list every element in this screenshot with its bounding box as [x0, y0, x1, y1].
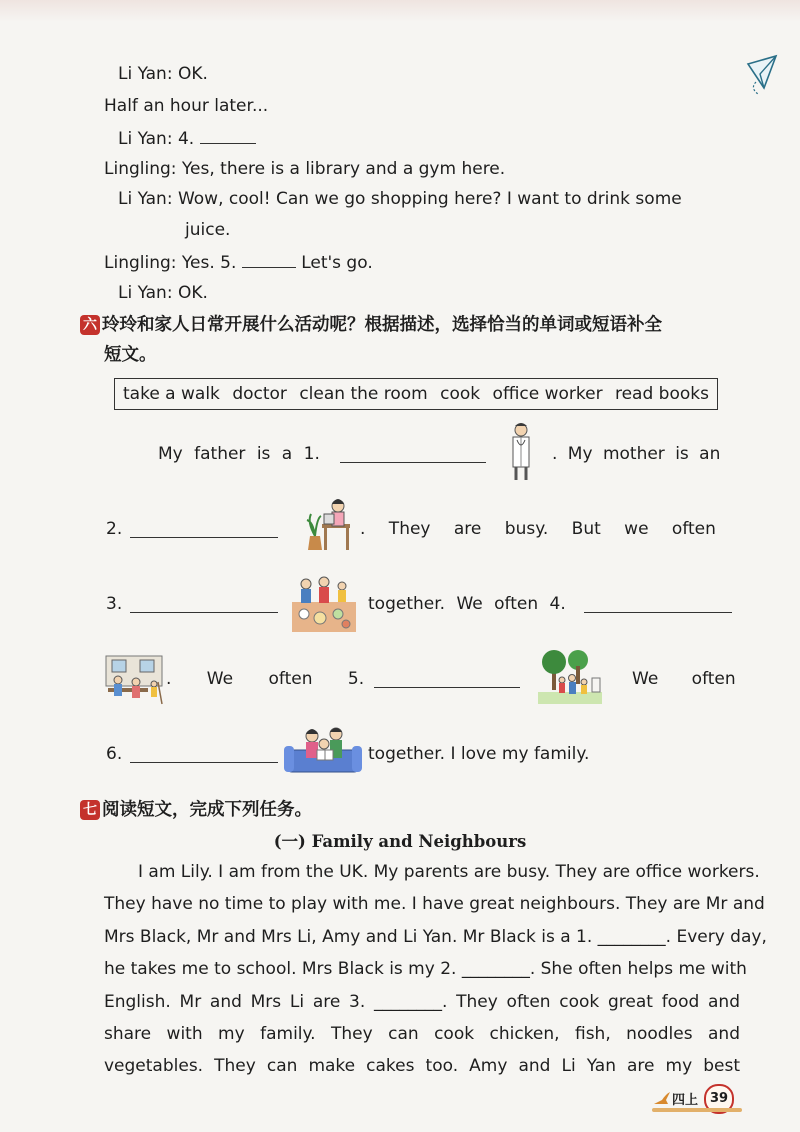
- dialogue-text: OK.: [177, 283, 208, 303]
- fill-line-4a: . We often 5.: [166, 669, 365, 689]
- fill-line-2b: . They are busy. But we often: [360, 519, 716, 539]
- dialogue-line: [104, 158, 505, 180]
- reading-books-picture: [284, 724, 362, 776]
- dialogue-text: Yes, there is a library and a gym here.: [181, 159, 506, 179]
- section-6-badge: 六: [80, 315, 100, 335]
- speaker: Li Yan:: [118, 64, 173, 84]
- section-7-badge: 七: [80, 800, 100, 820]
- section-6-title-cont: 短文。: [104, 345, 157, 365]
- paper-plane-icon: [742, 52, 782, 96]
- section-7-title: 阅读短文，完成下列任务。: [102, 800, 312, 820]
- dialogue-continuation: juice.: [185, 220, 231, 240]
- take-a-walk-picture: [538, 648, 602, 704]
- dialogue-text: 4.: [177, 129, 195, 149]
- dialogue-line: [118, 282, 208, 304]
- story-title: (一) Family and Neighbours: [273, 832, 527, 851]
- word-option: take a walk: [123, 384, 220, 404]
- answer-blank-2[interactable]: [130, 521, 278, 538]
- paragraph-line: English. Mr and Mrs Li are 3. ________. They often cook great food and: [104, 991, 740, 1012]
- dialogue-text: OK.: [177, 64, 208, 84]
- grade-label: 四上: [672, 1093, 699, 1108]
- speaker: Lingling:: [104, 159, 177, 179]
- dialogue-text: Wow, cool! Can we go shopping here? I want to drink some: [177, 189, 682, 209]
- answer-blank-1[interactable]: [340, 446, 486, 463]
- word-bank: [114, 378, 718, 410]
- page-footer: [652, 1084, 742, 1114]
- footer-bar: [652, 1108, 742, 1112]
- fill-line-3b: together. We often 4.: [368, 594, 566, 614]
- paragraph-line: Mrs Black, Mr and Mrs Li, Amy and Li Yan. Mr Black is a 1. ________. Every day,: [104, 926, 767, 947]
- word-option: doctor: [232, 384, 287, 404]
- speaker: Lingling:: [104, 253, 177, 273]
- kangaroo-icon: [652, 1090, 672, 1106]
- dialogue-line: [104, 251, 373, 274]
- word-option: office worker: [492, 384, 603, 404]
- answer-blank-5[interactable]: [242, 251, 296, 268]
- speaker: Li Yan:: [118, 129, 173, 149]
- answer-blank-6[interactable]: [130, 746, 278, 763]
- paragraph-line: I am Lily. I am from the UK. My parents are busy. They are office workers.: [138, 862, 760, 882]
- fill-line-3a: 3.: [106, 594, 123, 614]
- dialogue-line: [118, 63, 208, 85]
- cooking-family-picture: [292, 574, 356, 632]
- paragraph-line: share with my family. They can cook chicken, fish, noodles and: [104, 1024, 740, 1045]
- word-option: read books: [614, 384, 709, 404]
- answer-blank-4[interactable]: [584, 596, 732, 613]
- doctor-picture: [506, 422, 536, 484]
- answer-blank-3[interactable]: [130, 596, 278, 613]
- section-7-instruction: [80, 799, 312, 821]
- paragraph-line: he takes me to school. Mrs Black is my 2. ________. She often helps me with: [104, 959, 747, 980]
- dialogue-text: Let's go.: [301, 253, 373, 273]
- cleaning-room-picture: [104, 654, 164, 706]
- fill-line-2a: 2.: [106, 519, 123, 539]
- fill-line-4b: We often: [632, 669, 736, 689]
- top-border: [0, 0, 800, 22]
- office-worker-picture: [302, 494, 352, 552]
- paragraph-line: They have no time to play with me. I have great neighbours. They are Mr and: [104, 894, 765, 915]
- section-6-title: 玲玲和家人日常开展什么活动呢？根据描述，选择恰当的单词或短语补全: [102, 315, 662, 335]
- narration: Half an hour later...: [104, 96, 269, 116]
- word-option: clean the room: [299, 384, 428, 404]
- section-6-instruction: [80, 314, 662, 336]
- answer-blank-5[interactable]: [374, 671, 520, 688]
- story-paragraph: [104, 856, 767, 1083]
- answer-blank-4[interactable]: [200, 127, 256, 144]
- dialogue-line: [118, 188, 682, 210]
- word-option: cook: [440, 384, 481, 404]
- speaker: Li Yan:: [118, 189, 173, 209]
- dialogue-text: Yes. 5.: [181, 253, 237, 273]
- page-number: 39: [704, 1084, 734, 1114]
- dialogue-line: [118, 127, 256, 150]
- fill-line-5a: 6.: [106, 744, 123, 764]
- fill-line-1b: . My mother is an: [552, 444, 721, 464]
- fill-line-1a: My father is a 1.: [158, 444, 320, 464]
- fill-line-5b: together. I love my family.: [368, 744, 590, 764]
- speaker: Li Yan:: [118, 283, 173, 303]
- paragraph-line: vegetables. They can make cakes too. Amy and Li Yan are my best: [104, 1056, 740, 1077]
